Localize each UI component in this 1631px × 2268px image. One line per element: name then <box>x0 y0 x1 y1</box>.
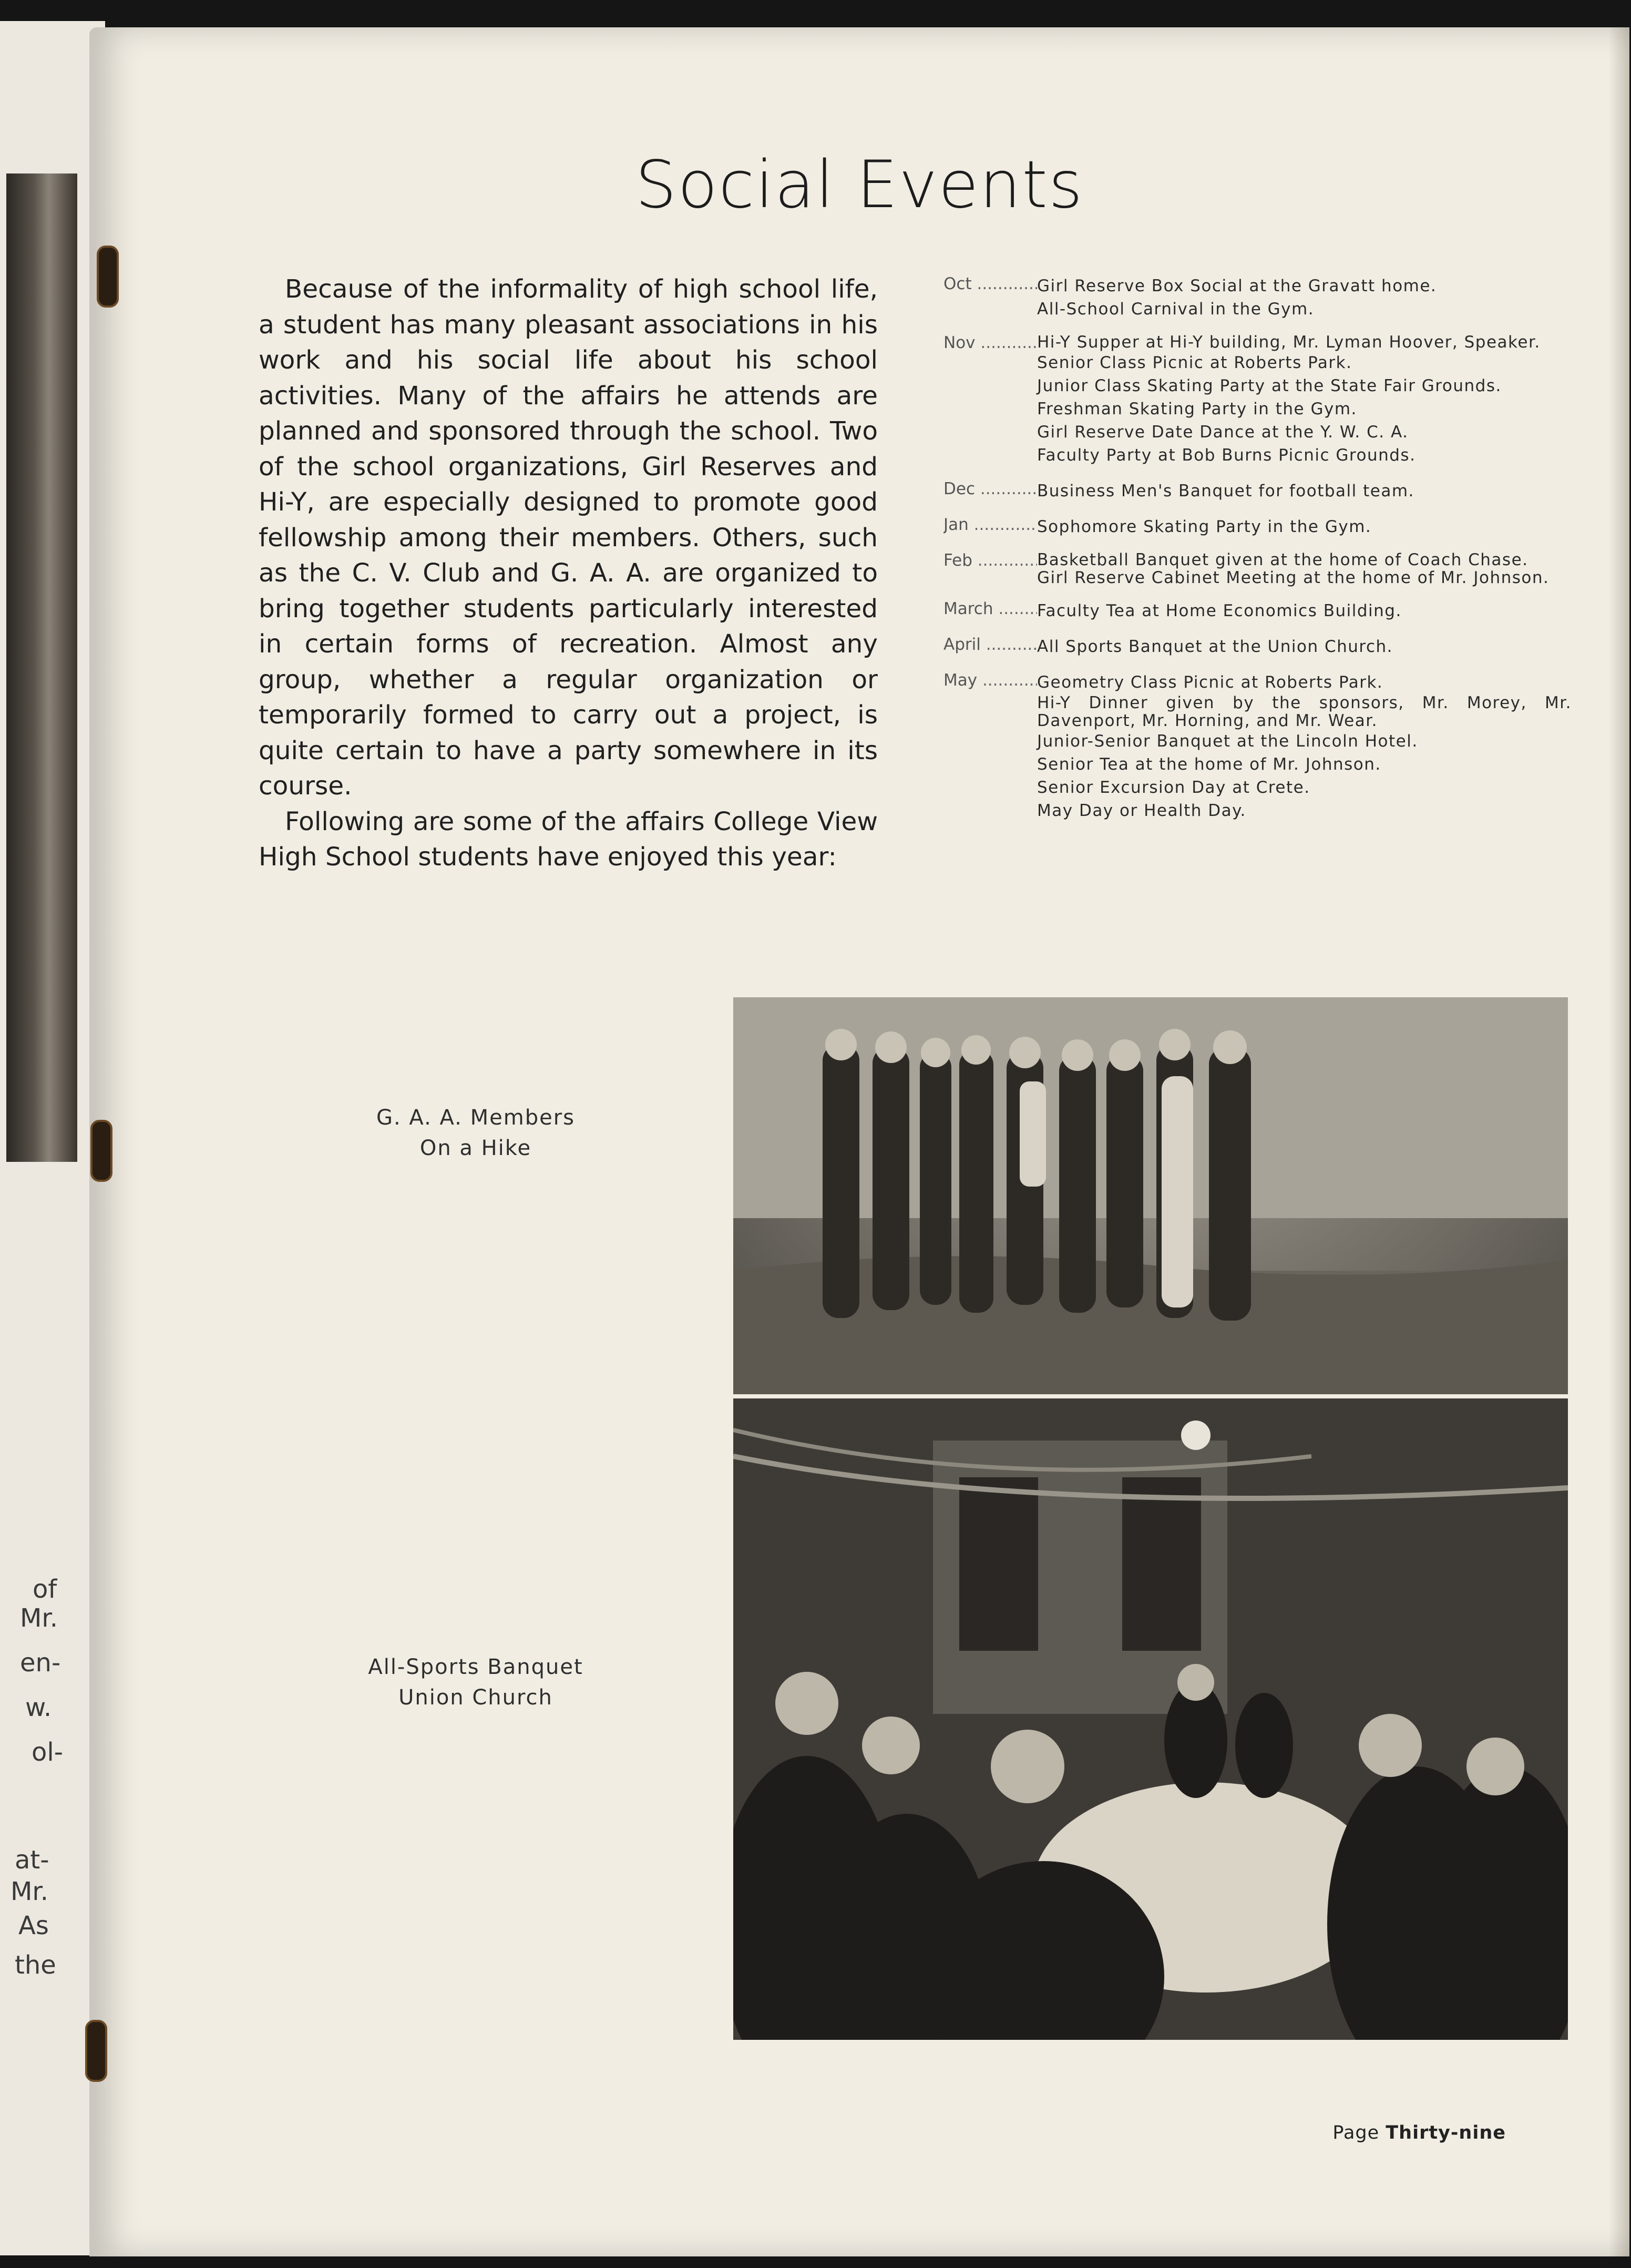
calendar-event: Junior-Senior Banquet at the Lincoln Hotel. <box>1037 732 1418 751</box>
calendar-event: Girl Reserve Box Social at the Gravatt home. <box>1037 277 1437 295</box>
previous-page-fragment: en- <box>20 1648 61 1678</box>
binding-hole <box>97 246 119 308</box>
calendar-event: Faculty Party at Bob Burns Picnic Grounds. <box>1037 446 1416 465</box>
calendar-event: Geometry Class Picnic at Roberts Park. <box>1037 673 1383 692</box>
hike-photo-caption <box>344 1102 607 1163</box>
binding-hole <box>90 1120 112 1182</box>
month-label: Nov ..... <box>943 333 1037 467</box>
banquet-photo-caption <box>334 1652 618 1713</box>
previous-page-fragment: w. <box>25 1693 52 1722</box>
previous-page-fragment: ol- <box>32 1738 64 1767</box>
page-number-value: Thirty-nine <box>1386 2122 1506 2143</box>
banquet-photo <box>733 1398 1568 2040</box>
previous-page-fragment: of <box>33 1575 57 1604</box>
calendar-month-april <box>943 635 1572 658</box>
calendar-event: Sophomore Skating Party in the Gym. <box>1037 517 1372 536</box>
calendar-event: Freshman Skating Party in the Gym. <box>1037 400 1357 418</box>
intro-paragraph: Following are some of the affairs College View High School students have enjoyed this year: <box>259 806 878 872</box>
calendar-event: Senior Tea at the home of Mr. Johnson. <box>1037 755 1381 774</box>
month-label: Dec ..... <box>943 479 1037 503</box>
previous-page-fragment: the <box>15 1950 56 1980</box>
previous-page-fragment: Mr. <box>11 1877 48 1906</box>
month-label: April ..... <box>943 635 1037 658</box>
intro-text <box>259 272 878 875</box>
calendar-month-march <box>943 599 1572 622</box>
calendar-event: Senior Class Picnic at Roberts Park. <box>1037 353 1352 372</box>
calendar-month-feb <box>943 551 1572 587</box>
binding-hole <box>85 2020 107 2082</box>
previous-page-fragment: As <box>18 1911 49 1940</box>
page-number-prefix: Page <box>1332 2122 1380 2143</box>
previous-page-fragment: at- <box>15 1845 49 1875</box>
calendar-event: Hi-Y Dinner given by the sponsors, Mr. Morey, Mr. Davenport, Mr. Horning, and Mr. Wear. <box>1037 693 1572 730</box>
month-label: May ..... <box>943 671 1037 822</box>
month-label: Jan ..... <box>943 515 1037 538</box>
calendar-event: Girl Reserve Cabinet Meeting at the home of Mr. Johnson. <box>1037 568 1550 587</box>
previous-page-photo <box>6 173 77 1162</box>
calendar-event: Girl Reserve Date Dance at the Y. W. C. A. <box>1037 423 1409 442</box>
calendar-month-jan <box>943 515 1572 538</box>
calendar-event: Faculty Tea at Home Economics Building. <box>1037 601 1402 620</box>
caption-line: All-Sports Banquet <box>368 1655 583 1679</box>
calendar-month-oct <box>943 274 1572 321</box>
caption-line: Union Church <box>398 1685 553 1710</box>
calendar-event: All-School Carnival in the Gym. <box>1037 300 1315 319</box>
calendar-event: Basketball Banquet given at the home of Coach Chase. <box>1037 550 1529 569</box>
events-calendar <box>943 274 1572 835</box>
caption-line: G. A. A. Members <box>376 1106 575 1130</box>
calendar-month-nov <box>943 333 1572 467</box>
calendar-event: Business Men's Banquet for football team. <box>1037 482 1414 500</box>
month-label: Feb ..... <box>943 551 1037 587</box>
month-label: Oct ..... <box>943 274 1037 321</box>
page-number <box>1332 2122 1506 2143</box>
calendar-event: Junior Class Skating Party at the State Fair Grounds. <box>1037 376 1502 395</box>
intro-paragraph: Because of the informality of high school life, a student has many pleasant associations in his work and his social life about his school activities. Many of the affairs he attends are planned and sponsored through the school. Two of the school organizations, Girl Reserves and Hi-Y, are especially designed to promote good fellowship among their members. Others, such as the C. V. Club and G. A. A. are organized to bring together students particularly interested in certain forms of recreation. Almost any group, whether a regular organization or temporarily formed to carry out a project, is quite certain to have a party somewhere in its course. <box>259 274 878 801</box>
month-label: March ..... <box>943 599 1037 622</box>
previous-page-fragment: Mr. <box>20 1603 58 1633</box>
calendar-month-may <box>943 671 1572 822</box>
calendar-month-dec <box>943 479 1572 503</box>
caption-line: On a Hike <box>419 1136 532 1160</box>
hike-photo <box>733 997 1568 1394</box>
yearbook-page <box>89 27 1629 2256</box>
calendar-event: May Day or Health Day. <box>1037 801 1246 820</box>
calendar-event: Hi-Y Supper at Hi-Y building, Mr. Lyman Hoover, Speaker. <box>1037 333 1541 352</box>
calendar-event: All Sports Banquet at the Union Church. <box>1037 637 1393 656</box>
page-title: Social Events <box>635 147 1084 223</box>
calendar-event: Senior Excursion Day at Crete. <box>1037 778 1310 797</box>
